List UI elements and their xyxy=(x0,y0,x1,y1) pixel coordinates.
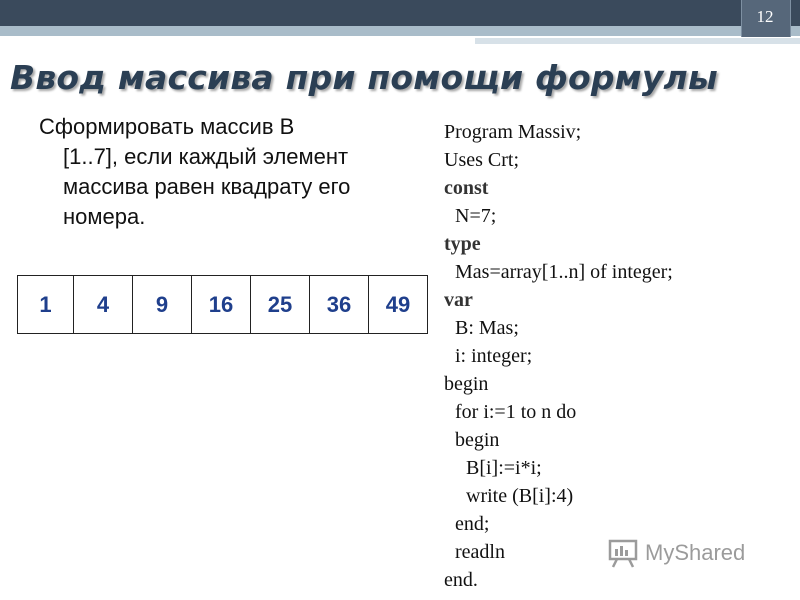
code-keyword-line: const xyxy=(444,177,489,199)
code-line: Uses Crt; xyxy=(444,149,519,171)
array-cell: 25 xyxy=(251,276,310,334)
task-text xyxy=(39,112,429,232)
array-cell: 1 xyxy=(18,276,74,334)
page-number: 12 xyxy=(756,7,774,26)
array-cell: 9 xyxy=(133,276,192,334)
array-row xyxy=(18,276,428,334)
task-line: номера. xyxy=(63,204,146,229)
code-keyword-line: var xyxy=(444,289,473,311)
array-cell: 49 xyxy=(369,276,428,334)
code-keyword-line: type xyxy=(444,233,481,255)
code-line: for i:=1 to n do xyxy=(455,401,577,423)
code-line: write (B[i]:4) xyxy=(466,485,574,507)
code-line: i: integer; xyxy=(455,345,533,367)
slide-title: Ввод массива при помощи формулы xyxy=(10,58,718,97)
presentation-board-icon xyxy=(607,538,641,568)
code-listing xyxy=(444,118,673,594)
code-line: B: Mas; xyxy=(455,317,519,339)
code-line: end; xyxy=(455,513,490,535)
top-bar xyxy=(0,0,800,26)
watermark-text: MyShared xyxy=(645,540,746,565)
code-line: begin xyxy=(444,373,489,395)
code-line: B[i]:=i*i; xyxy=(466,457,542,479)
task-line: массива равен квадрату его xyxy=(63,174,351,199)
task-line: [1..7], если каждый элемент xyxy=(63,144,349,169)
top-bar-accent xyxy=(0,26,800,36)
top-bar-line xyxy=(475,38,800,44)
code-line: N=7; xyxy=(455,205,497,227)
array-table xyxy=(17,275,428,334)
array-cell: 4 xyxy=(74,276,133,334)
task-line: Сформировать массив В xyxy=(39,114,295,139)
code-line: Program Massiv; xyxy=(444,121,582,143)
code-line: end. xyxy=(444,569,478,591)
array-cell: 16 xyxy=(192,276,251,334)
code-line: Mas=array[1..n] of integer; xyxy=(455,261,673,283)
code-line: readln xyxy=(455,541,505,563)
code-line: begin xyxy=(455,429,500,451)
array-cell: 36 xyxy=(310,276,369,334)
watermark xyxy=(607,538,745,568)
